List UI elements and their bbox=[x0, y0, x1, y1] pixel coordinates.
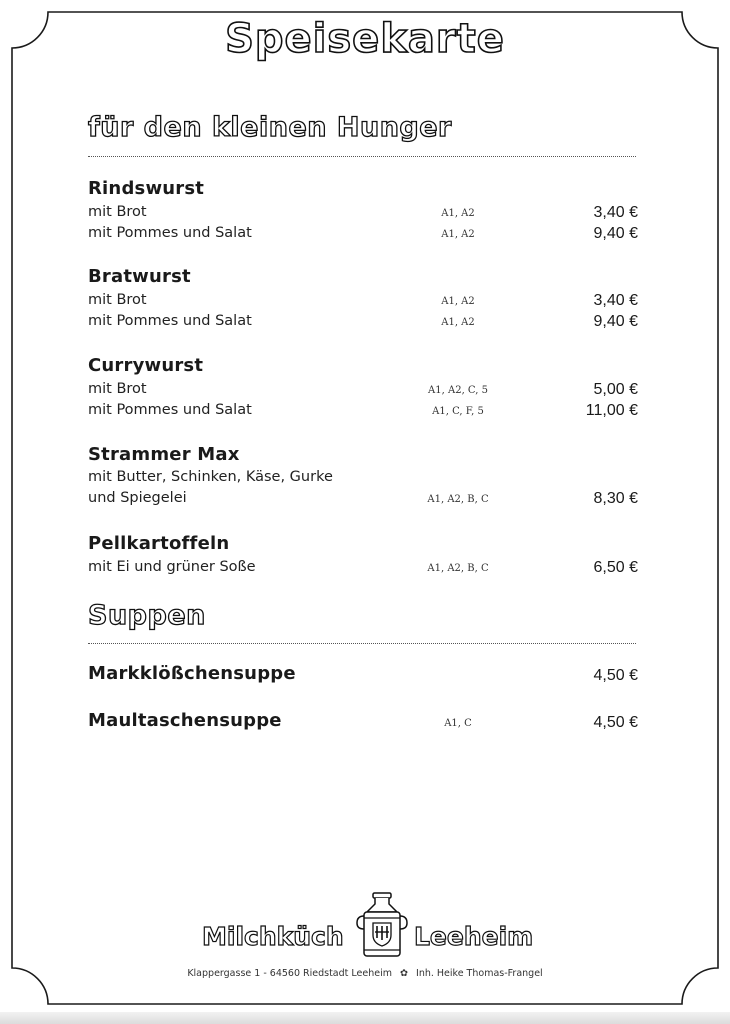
item-price: 11,00 € bbox=[585, 402, 638, 419]
menu-row bbox=[88, 225, 638, 245]
menu-row bbox=[88, 469, 638, 489]
allergen-codes: A1, A2 bbox=[441, 317, 475, 328]
page-title: Speisekarte bbox=[225, 16, 505, 62]
item-price: 4,50 € bbox=[593, 667, 638, 684]
item-name-pellkartoffeln: Pellkartoffeln bbox=[88, 533, 230, 554]
menu-row bbox=[88, 663, 638, 689]
menu-row bbox=[88, 402, 638, 422]
item-price: 9,40 € bbox=[593, 225, 638, 242]
logo-text-left: Milchküch bbox=[202, 922, 344, 951]
item-price: 9,40 € bbox=[593, 313, 638, 330]
menu-row bbox=[88, 204, 638, 224]
section-divider bbox=[88, 643, 636, 644]
item-description: mit Pommes und Salat bbox=[88, 402, 252, 418]
item-description: mit Brot bbox=[88, 292, 147, 308]
item-description: und Spiegelei bbox=[88, 490, 187, 506]
item-name-maultaschensuppe: Maultaschensuppe bbox=[88, 710, 282, 731]
menu-row bbox=[88, 559, 638, 579]
item-price: 5,00 € bbox=[593, 381, 638, 398]
menu-row bbox=[88, 292, 638, 312]
allergen-codes: A1, A2 bbox=[441, 208, 475, 219]
allergen-codes: A1, A2, B, C bbox=[427, 494, 489, 505]
address-text: Klappergasse 1 - 64560 Riedstadt Leeheim bbox=[187, 968, 392, 979]
section-divider bbox=[88, 156, 636, 157]
item-description: mit Butter, Schinken, Käse, Gurke bbox=[88, 469, 333, 485]
item-price: 6,50 € bbox=[593, 559, 638, 576]
item-name-bratwurst: Bratwurst bbox=[88, 266, 191, 287]
item-price: 8,30 € bbox=[593, 490, 638, 507]
menu-row bbox=[88, 381, 638, 401]
item-name-rindswurst: Rindswurst bbox=[88, 178, 205, 199]
item-description: mit Pommes und Salat bbox=[88, 225, 252, 241]
section-title-soups: Suppen bbox=[88, 600, 206, 631]
allergen-codes: A1, C bbox=[444, 718, 472, 729]
logo-text-right: Leeheim bbox=[414, 922, 534, 951]
item-name-currywurst: Currywurst bbox=[88, 355, 204, 376]
footer-address bbox=[0, 968, 730, 979]
owner-text: Inh. Heike Thomas-Frangel bbox=[416, 968, 543, 979]
allergen-codes: A1, A2, B, C bbox=[427, 563, 489, 574]
menu-row bbox=[88, 490, 638, 510]
restaurant-logo bbox=[200, 890, 540, 960]
item-description: mit Pommes und Salat bbox=[88, 313, 252, 329]
allergen-codes: A1, A2 bbox=[441, 296, 475, 307]
section-title-small-hunger: für den kleinen Hunger bbox=[88, 112, 452, 143]
item-name-strammer-max: Strammer Max bbox=[88, 444, 240, 465]
allergen-codes: A1, A2 bbox=[441, 229, 475, 240]
flower-separator-icon: ✿ bbox=[400, 968, 408, 979]
allergen-codes: A1, C, F, 5 bbox=[432, 406, 484, 417]
item-description: mit Ei und grüner Soße bbox=[88, 559, 256, 575]
item-description: mit Brot bbox=[88, 204, 147, 220]
menu-row bbox=[88, 710, 638, 736]
milk-can-icon bbox=[356, 892, 408, 958]
item-price: 4,50 € bbox=[593, 714, 638, 731]
allergen-codes: A1, A2, C, 5 bbox=[428, 385, 488, 396]
menu-row bbox=[88, 313, 638, 333]
item-description: mit Brot bbox=[88, 381, 147, 397]
item-price: 3,40 € bbox=[593, 204, 638, 221]
item-price: 3,40 € bbox=[593, 292, 638, 309]
page-bottom-edge bbox=[0, 1012, 730, 1024]
item-name-markkloesschensuppe: Markklößchensuppe bbox=[88, 663, 296, 684]
